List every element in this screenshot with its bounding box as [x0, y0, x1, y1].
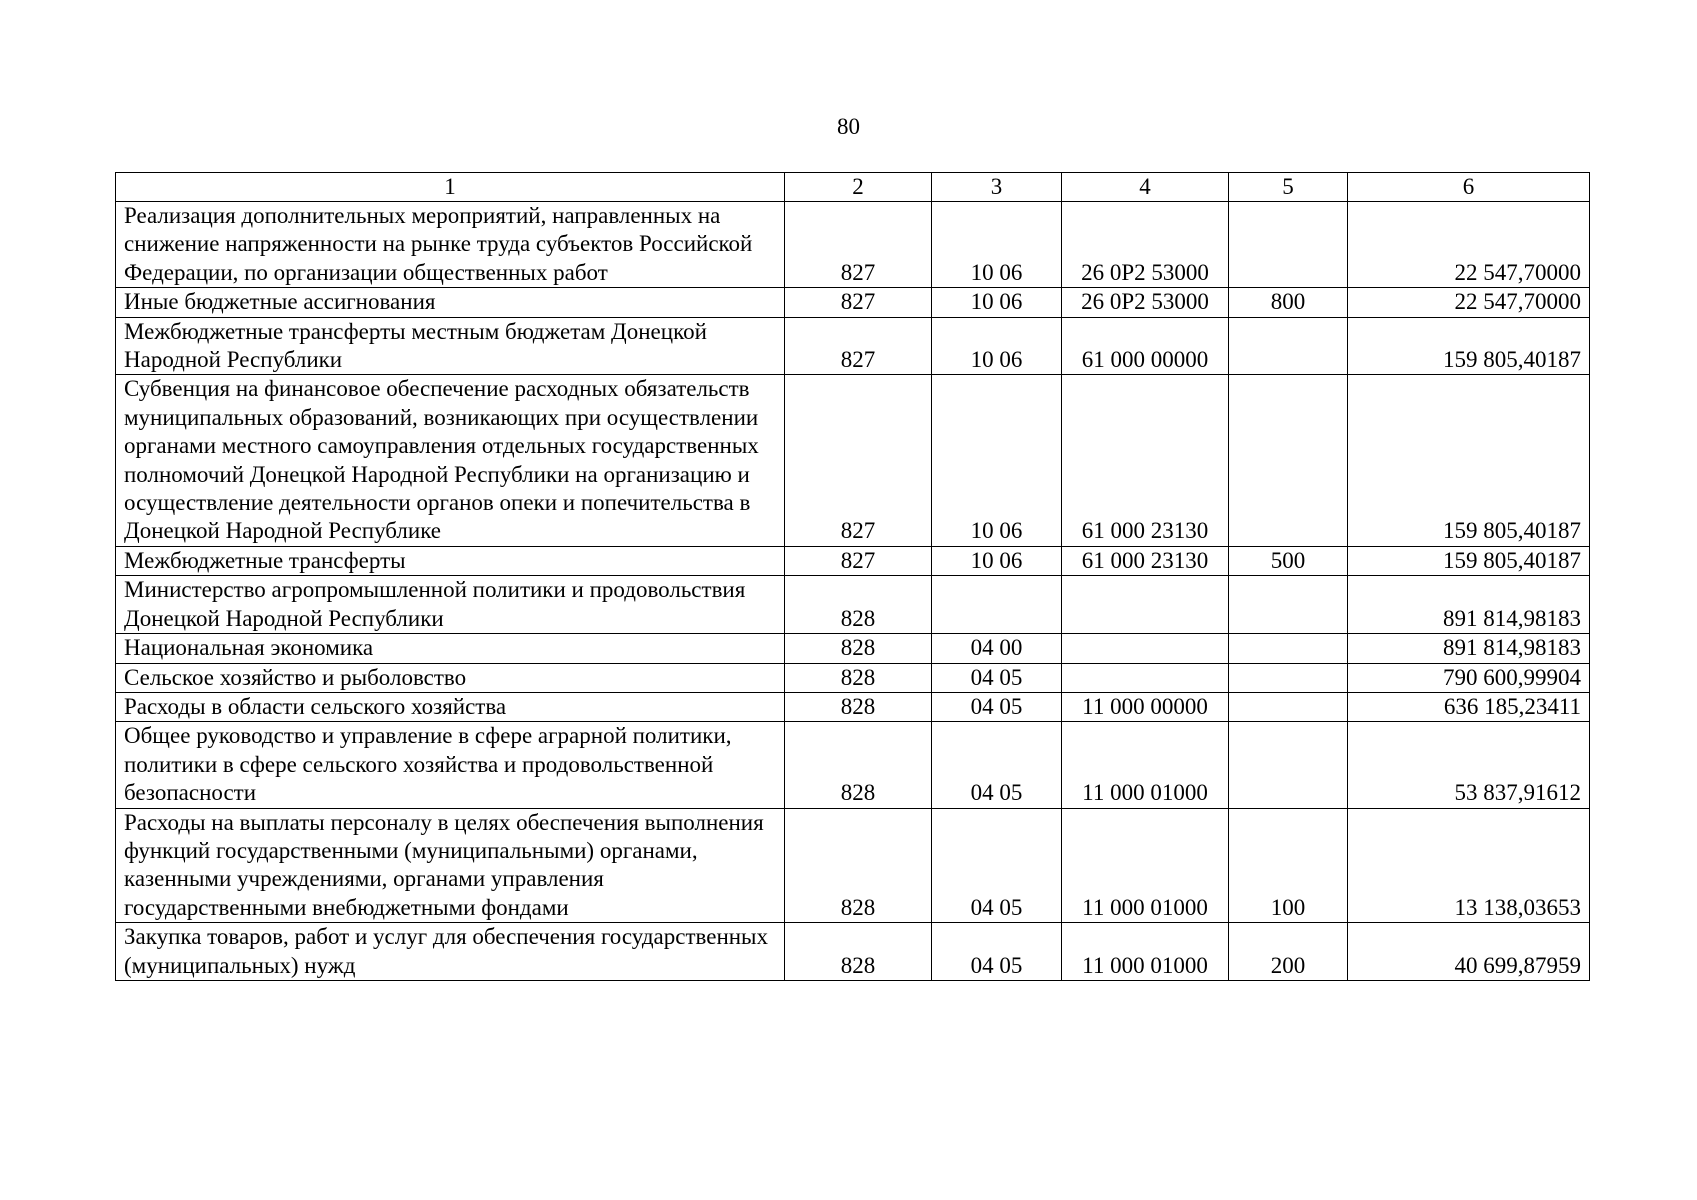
ministry-code-cell: 828 [785, 663, 932, 692]
target-article-cell: 26 0P2 53000 [1062, 202, 1229, 288]
target-article-cell: 61 000 23130 [1062, 546, 1229, 575]
amount-cell: 159 805,40187 [1348, 317, 1590, 375]
table-row [116, 202, 1590, 288]
amount-cell: 790 600,99904 [1348, 663, 1590, 692]
section-code-cell: 04 05 [932, 722, 1062, 808]
expense-name-cell: Национальная экономика [116, 634, 785, 663]
expense-type-cell [1229, 317, 1348, 375]
ministry-code-cell: 828 [785, 722, 932, 808]
expense-type-cell [1229, 634, 1348, 663]
expense-name-cell: Межбюджетные трансферты [116, 546, 785, 575]
ministry-code-cell: 827 [785, 546, 932, 575]
target-article-cell [1062, 634, 1229, 663]
target-article-cell [1062, 576, 1229, 634]
expense-type-cell: 100 [1229, 808, 1348, 923]
expense-type-cell [1229, 202, 1348, 288]
amount-cell: 13 138,03653 [1348, 808, 1590, 923]
expense-name-cell: Общее руководство и управление в сфере аграрной политики, политики в сфере сельского хозяйства и продовольственной безопасности [116, 722, 785, 808]
budget-table [115, 172, 1590, 981]
target-article-cell: 11 000 01000 [1062, 923, 1229, 981]
section-code-cell [932, 576, 1062, 634]
column-header-3: 3 [932, 173, 1062, 202]
expense-type-cell [1229, 663, 1348, 692]
expense-type-cell [1229, 692, 1348, 721]
amount-cell: 22 547,70000 [1348, 202, 1590, 288]
section-code-cell: 10 06 [932, 546, 1062, 575]
section-code-cell: 04 05 [932, 692, 1062, 721]
ministry-code-cell: 828 [785, 923, 932, 981]
table-header-row [116, 173, 1590, 202]
column-header-6: 6 [1348, 173, 1590, 202]
amount-cell: 40 699,87959 [1348, 923, 1590, 981]
amount-cell: 53 837,91612 [1348, 722, 1590, 808]
section-code-cell: 10 06 [932, 288, 1062, 317]
ministry-code-cell: 827 [785, 317, 932, 375]
target-article-cell [1062, 663, 1229, 692]
page-number: 80 [837, 114, 860, 139]
amount-cell: 891 814,98183 [1348, 576, 1590, 634]
amount-cell: 22 547,70000 [1348, 288, 1590, 317]
ministry-code-cell: 828 [785, 808, 932, 923]
table-row [116, 317, 1590, 375]
ministry-code-cell: 828 [785, 576, 932, 634]
expense-name-cell: Субвенция на финансовое обеспечение расходных обязательств муниципальных образований, возникающих при осуществлении органами местного самоуправления отдельных государственных полномочий Донецкой Народной Республики на организацию и осуществление деятельности органов опеки и попечительства в Донецкой Народной Республике [116, 375, 785, 546]
budget-table-body [116, 173, 1590, 981]
column-header-2: 2 [785, 173, 932, 202]
expense-type-cell: 200 [1229, 923, 1348, 981]
column-header-5: 5 [1229, 173, 1348, 202]
table-row [116, 722, 1590, 808]
expense-type-cell: 800 [1229, 288, 1348, 317]
column-header-4: 4 [1062, 173, 1229, 202]
ministry-code-cell: 827 [785, 288, 932, 317]
target-article-cell: 61 000 00000 [1062, 317, 1229, 375]
amount-cell: 159 805,40187 [1348, 375, 1590, 546]
section-code-cell: 04 05 [932, 663, 1062, 692]
expense-name-cell: Межбюджетные трансферты местным бюджетам Донецкой Народной Республики [116, 317, 785, 375]
column-header-1: 1 [116, 173, 785, 202]
table-row [116, 546, 1590, 575]
section-code-cell: 04 05 [932, 923, 1062, 981]
expense-type-cell: 500 [1229, 546, 1348, 575]
table-row [116, 288, 1590, 317]
expense-name-cell: Сельское хозяйство и рыболовство [116, 663, 785, 692]
section-code-cell: 10 06 [932, 202, 1062, 288]
expense-name-cell: Расходы на выплаты персоналу в целях обеспечения выполнения функций государственными (муниципальными) органами, казенными учреждениями, органами управления государственными внебюджетными фондами [116, 808, 785, 923]
expense-name-cell: Реализация дополнительных мероприятий, направленных на снижение напряженности на рынке труда субъектов Российской Федерации, по организации общественных работ [116, 202, 785, 288]
amount-cell: 636 185,23411 [1348, 692, 1590, 721]
section-code-cell: 10 06 [932, 317, 1062, 375]
table-row [116, 692, 1590, 721]
target-article-cell: 26 0P2 53000 [1062, 288, 1229, 317]
section-code-cell: 04 00 [932, 634, 1062, 663]
amount-cell: 891 814,98183 [1348, 634, 1590, 663]
table-row [116, 663, 1590, 692]
ministry-code-cell: 827 [785, 375, 932, 546]
expense-name-cell: Иные бюджетные ассигнования [116, 288, 785, 317]
target-article-cell: 11 000 01000 [1062, 808, 1229, 923]
ministry-code-cell: 828 [785, 692, 932, 721]
target-article-cell: 61 000 23130 [1062, 375, 1229, 546]
table-row [116, 375, 1590, 546]
expense-name-cell: Расходы в области сельского хозяйства [116, 692, 785, 721]
expense-name-cell: Закупка товаров, работ и услуг для обеспечения государственных (муниципальных) нужд [116, 923, 785, 981]
section-code-cell: 10 06 [932, 375, 1062, 546]
expense-type-cell [1229, 722, 1348, 808]
amount-cell: 159 805,40187 [1348, 546, 1590, 575]
ministry-code-cell: 828 [785, 634, 932, 663]
target-article-cell: 11 000 01000 [1062, 722, 1229, 808]
table-row [116, 808, 1590, 923]
target-article-cell: 11 000 00000 [1062, 692, 1229, 721]
expense-type-cell [1229, 576, 1348, 634]
expense-name-cell: Министерство агропромышленной политики и продовольствия Донецкой Народной Республики [116, 576, 785, 634]
table-row [116, 634, 1590, 663]
table-row [116, 923, 1590, 981]
ministry-code-cell: 827 [785, 202, 932, 288]
expense-type-cell [1229, 375, 1348, 546]
table-row [116, 576, 1590, 634]
section-code-cell: 04 05 [932, 808, 1062, 923]
